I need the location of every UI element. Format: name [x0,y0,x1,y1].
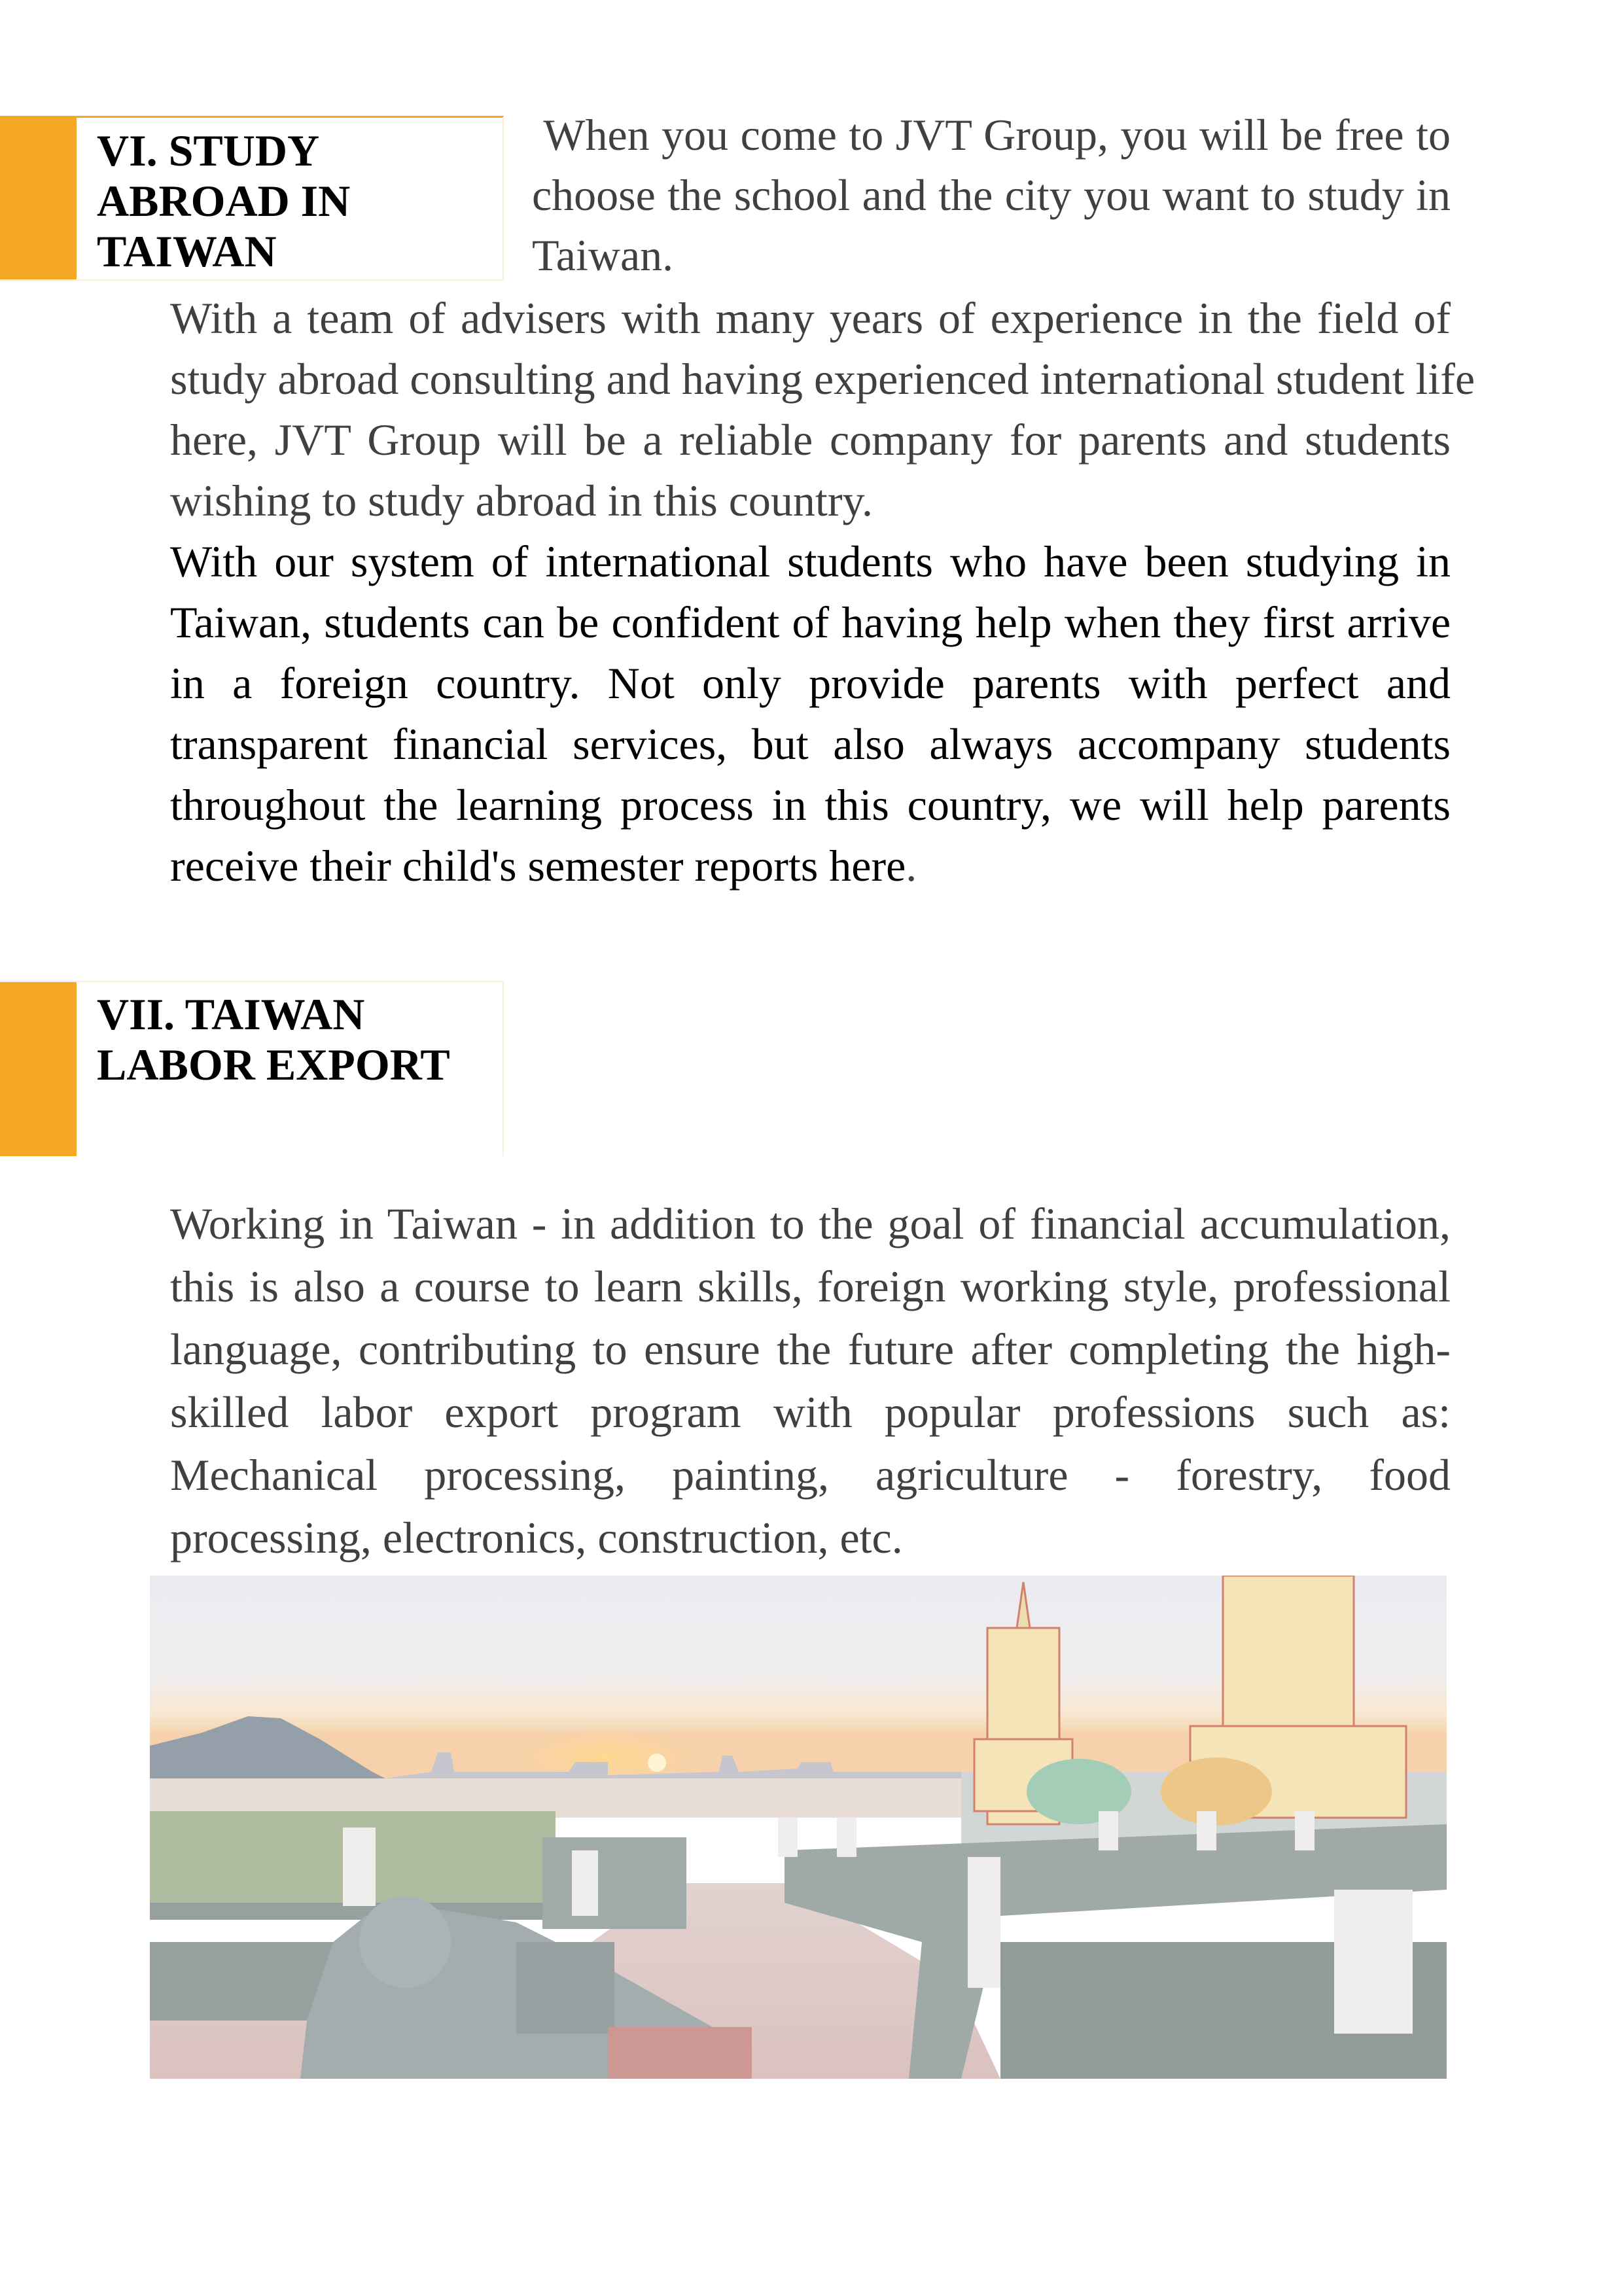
section-6-paragraph-advisers [170,288,1475,531]
text-line: When you come to JVT Group, you will be free to [532,110,1451,160]
text-line: throughout the learning process in this country, we will help parents [170,780,1451,830]
section-6-intro [532,105,1451,285]
section-6-paragraph-support [170,531,1451,896]
heading-line: VI. STUDY [97,126,320,175]
heading-line: LABOR EXPORT [97,1040,450,1089]
end-punctuation: . [906,841,917,891]
photo-illustration [150,1576,1447,2079]
text-line: here, JVT Group will be a reliable company for parents and students [170,415,1451,465]
section-7-title [97,989,450,1090]
section-accent-bar [0,118,77,279]
text-line: Taiwan. [532,230,674,280]
text-line: this is also a course to learn skills, foreign working style, professional [170,1262,1451,1311]
text-line: skilled labor export program with popular professions such as: [170,1387,1451,1437]
text-line: Mechanical processing, painting, agriculture - forestry, food [170,1450,1451,1500]
heading-line: ABROAD IN [97,176,351,226]
heading-line: TAIWAN [97,226,277,276]
section-7-header [0,981,504,1156]
text-line: choose the school and the city you want to study in [532,170,1451,220]
text-line: Taiwan, students can be confident of having help when they first arrive [170,597,1451,647]
section-7-paragraph [170,1192,1451,1569]
text-line [170,836,1451,896]
section-6-header [0,116,504,281]
taiwan-pagoda-photo [150,1576,1447,2079]
section-accent-bar [0,982,77,1156]
text-line: Working in Taiwan - in addition to the goal of financial accumulation, [170,1199,1451,1248]
text-line: With a team of advisers with many years of experience in the field of [170,293,1451,343]
text-line: processing, electronics, construction, etc. [170,1513,903,1563]
section-6-title [97,126,350,277]
text-line: transparent financial services, but also always accompany students [170,719,1451,769]
text-line: wishing to study abroad in this country. [170,476,874,525]
text-fragment: receive their child's semester reports here [170,841,906,891]
heading-line: VII. TAIWAN [97,989,365,1039]
photo-haze [150,1576,1447,2079]
text-line: With our system of international students who have been studying in [170,537,1451,586]
text-line: in a foreign country. Not only provide parents with perfect and [170,658,1451,708]
text-line: study abroad consulting and having experienced international student life [170,354,1475,404]
text-line: language, contributing to ensure the future after completing the high- [170,1324,1451,1374]
